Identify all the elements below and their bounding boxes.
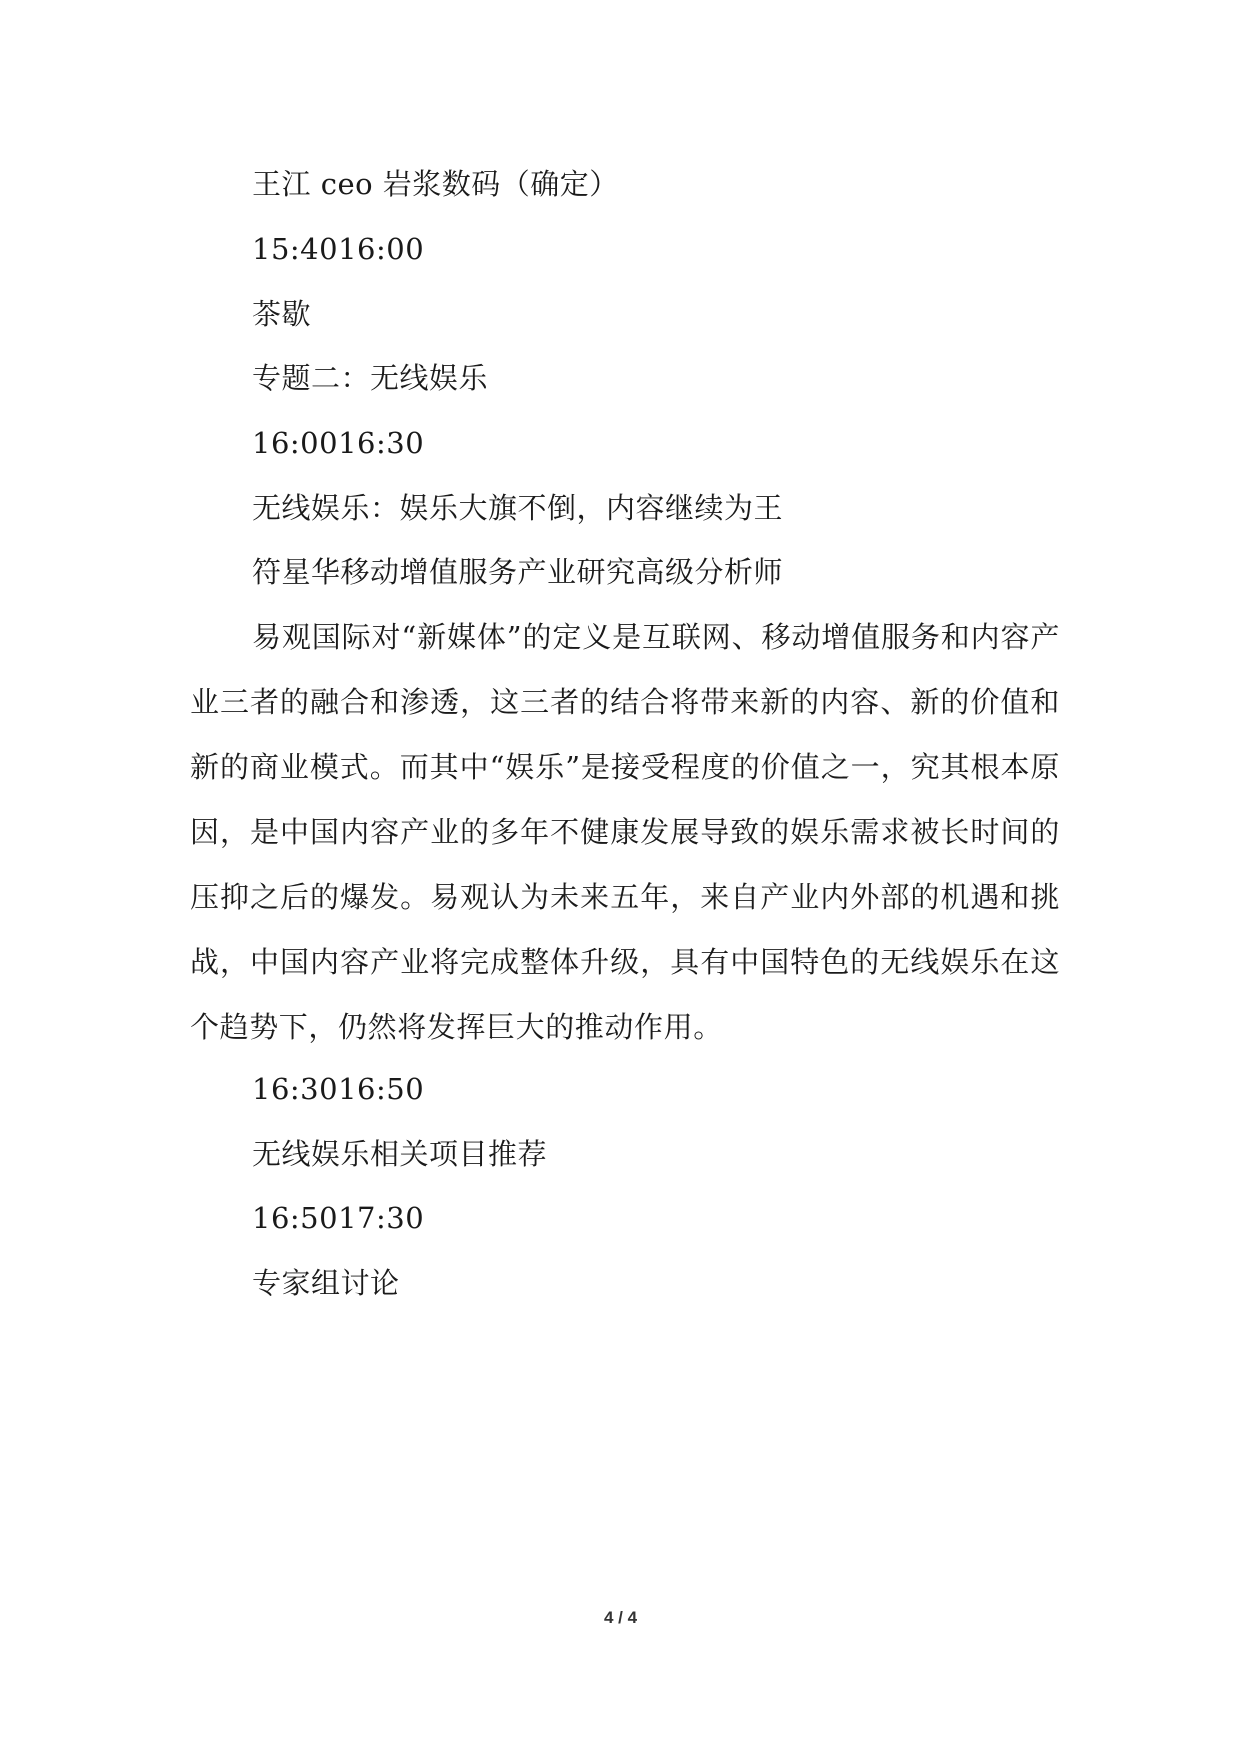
time-slot-3: 16:3016:50 — [252, 1072, 425, 1106]
body-paragraph: 易观国际对“新媒体”的定义是互联网、移动增值服务和内容产业三者的融合和渗透，这三者的结合将带来新的内容、新的价值和新的商业模式。而其中“娱乐”是接受程度的价值之一，究其根本原因，是中国内容产业的多年不健康发展导致的娱乐需求被长时间的压抑之后的爆发。易观认为未来五年，来自产业内外部的机遇和挑战，中国内容产业将完成整体升级，具有中国特色的无线娱乐在这个趋势下，仍然将发挥巨大的推动作用。 — [190, 620, 1060, 1044]
talk-title: 无线娱乐：娱乐大旗不倒，内容继续为王 — [252, 491, 784, 525]
projects-line: 无线娱乐相关项目推荐 — [252, 1137, 548, 1171]
time-slot-4: 16:5017:30 — [252, 1201, 425, 1235]
time-slot-1: 15:4016:00 — [252, 232, 425, 266]
speaker-line: 王江 ceo 岩浆数码（确定） — [252, 167, 619, 201]
panel-line: 专家组讨论 — [252, 1266, 400, 1300]
time-slot-2: 16:0016:30 — [252, 426, 425, 460]
topic-heading: 专题二：无线娱乐 — [252, 361, 489, 395]
break-line: 茶歇 — [252, 297, 312, 331]
page-number: 4 / 4 — [603, 1608, 638, 1627]
presenter-line: 符星华移动增值服务产业研究高级分析师 — [252, 555, 784, 589]
